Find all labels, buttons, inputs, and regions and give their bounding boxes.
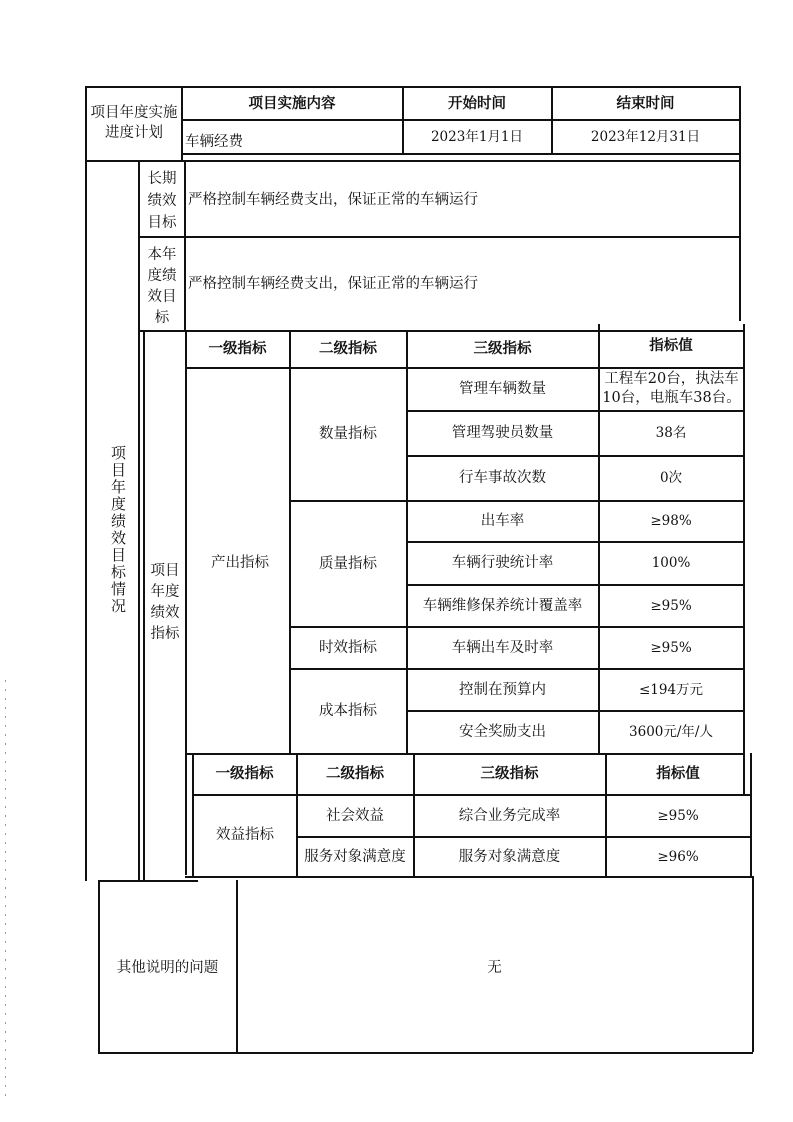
schedule-end-date: 2023年12月31日	[590, 129, 701, 145]
other-value: 无	[487, 960, 502, 976]
header-end: 结束时间	[616, 94, 675, 112]
benefit-item-name: 综合业务完成率	[458, 807, 561, 824]
other-label: 其他说明的问题	[116, 960, 219, 976]
quality-item-value: 100%	[651, 555, 691, 571]
quantity-item-value: 38名	[655, 425, 687, 441]
header2-level3: 三级指标	[480, 765, 539, 782]
schedule-content: 车辆经费	[185, 134, 243, 150]
quantity-level2: 数量指标	[319, 426, 377, 442]
quality-item-name: 车辆维修保养统计覆盖率	[422, 597, 583, 614]
scan-edge-mark	[5, 680, 6, 1100]
quality-item-value: ≥95%	[650, 597, 692, 614]
schedule-start-date: 2023年1月1日	[430, 129, 524, 145]
quantity-item-value: 工程车20台，执法车10台，电瓶车38台。	[602, 371, 741, 406]
quantity-item-name: 管理驾驶员数量	[451, 425, 554, 441]
long-term-goal-label: 长期绩效目标	[147, 171, 177, 231]
timeliness-item-value: ≥95%	[650, 639, 692, 656]
benefit-item-value: ≥95%	[657, 807, 699, 824]
quantity-item-value: 0次	[659, 470, 683, 486]
header2-level2: 二级指标	[326, 765, 384, 782]
long-term-goal-text: 严格控制车辆经费支出，保证正常的车辆运行	[188, 192, 478, 208]
header-level2: 二级指标	[319, 340, 377, 357]
quality-item-value: ≥98%	[650, 513, 692, 529]
header2-value: 指标值	[656, 765, 700, 782]
header-content: 项目实施内容	[248, 94, 336, 112]
cost-item-name: 控制在预算内	[459, 681, 546, 698]
indicators-label: 项目年度绩效指标	[150, 563, 180, 642]
cost-item-value: 3600元/年/人	[629, 724, 713, 740]
quality-item-name: 车辆行驶统计率	[451, 555, 554, 571]
quality-item-name: 出车率	[480, 513, 525, 529]
benefit-level1: 效益指标	[216, 826, 274, 843]
benefit-item-value: ≥96%	[657, 848, 699, 865]
header-value: 指标值	[649, 337, 693, 354]
header-level3: 三级指标	[473, 340, 532, 357]
cost-level2: 成本指标	[319, 703, 377, 719]
annual-goal-text: 严格控制车辆经费支出，保证正常的车辆运行	[188, 276, 478, 292]
timeliness-level2: 时效指标	[319, 639, 377, 656]
benefit-level2: 服务对象满意度	[304, 848, 406, 865]
schedule-row-label: 项目年度实施进度计划	[90, 105, 178, 141]
quantity-item-name: 管理车辆数量	[459, 381, 546, 397]
quality-level2: 质量指标	[319, 555, 377, 572]
cost-item-value: ≤194万元	[638, 681, 704, 698]
goals-section-label: 项目年度绩效目标情况	[109, 445, 127, 615]
header2-level1: 一级指标	[215, 765, 274, 782]
header-start: 开始时间	[448, 94, 506, 112]
benefit-level2: 社会效益	[326, 807, 384, 824]
timeliness-item-name: 车辆出车及时率	[451, 639, 554, 656]
header-level1: 一级指标	[208, 340, 267, 357]
quantity-item-name: 行车事故次数	[459, 470, 546, 486]
output-level1: 产出指标	[211, 554, 269, 571]
cost-item-name: 安全奖励支出	[459, 724, 546, 740]
annual-goal-label: 本年度绩效目标	[147, 247, 177, 326]
benefit-item-name: 服务对象满意度	[458, 848, 561, 865]
